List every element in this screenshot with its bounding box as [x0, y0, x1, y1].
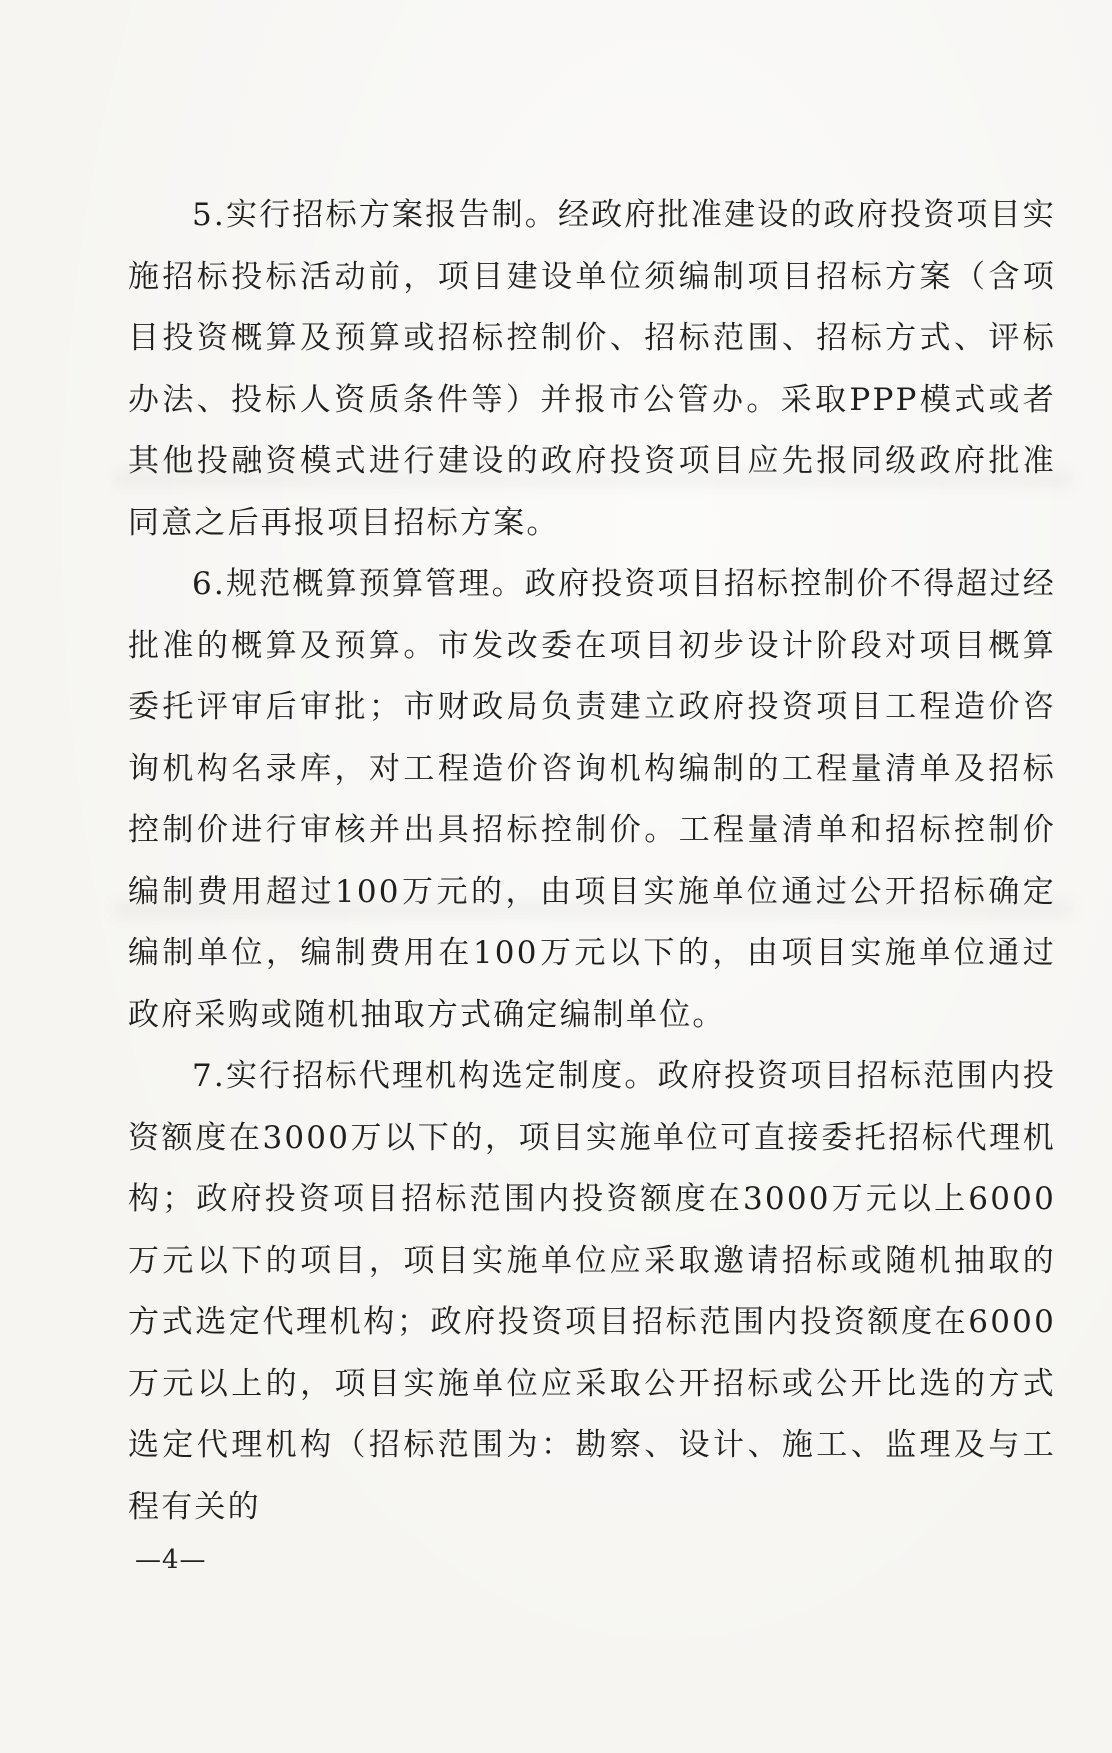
paragraph-5: 5.实行招标方案报告制。经政府批准建设的政府投资项目实施招标投标活动前，项目建设单位须编制项目招标方案（含项目投资概算及预算或招标控制价、招标范围、招标方式、评标办法、投标人资质条件等）并报市公管办。采取PPP模式或者其他投融资模式进行建设的政府投资项目应先报同级政府批准同意之后再报项目招标方案。	[128, 197, 1056, 541]
paragraph-7: 7.实行招标代理机构选定制度。政府投资项目招标范围内投资额度在3000万以下的，项目实施单位可直接委托招标代理机构；政府投资项目招标范围内投资额度在3000万元以上6000万元以下的项目，项目实施单位应采取邀请招标或随机抽取的方式选定代理机构；政府投资项目招标范围内投资额度在6000万元以上的，项目实施单位应采取公开招标或公开比选的方式选定代理机构（招标范围为：勘察、设计、施工、监理及与工程有关的	[128, 1058, 1056, 1525]
page-number: —4—	[135, 1545, 207, 1575]
paragraph-6: 6.规范概算预算管理。政府投资项目招标控制价不得超过经批准的概算及预算。市发改委在项目初步设计阶段对项目概算委托评审后审批；市财政局负责建立政府投资项目工程造价咨询机构名录库，对工程造价咨询机构编制的工程量清单及招标控制价进行审核并出具招标控制价。工程量清单和招标控制价编制费用超过100万元的，由项目实施单位通过公开招标确定编制单位，编制费用在100万元以下的，由项目实施单位通过政府采购或随机抽取方式确定编制单位。	[128, 566, 1056, 1033]
